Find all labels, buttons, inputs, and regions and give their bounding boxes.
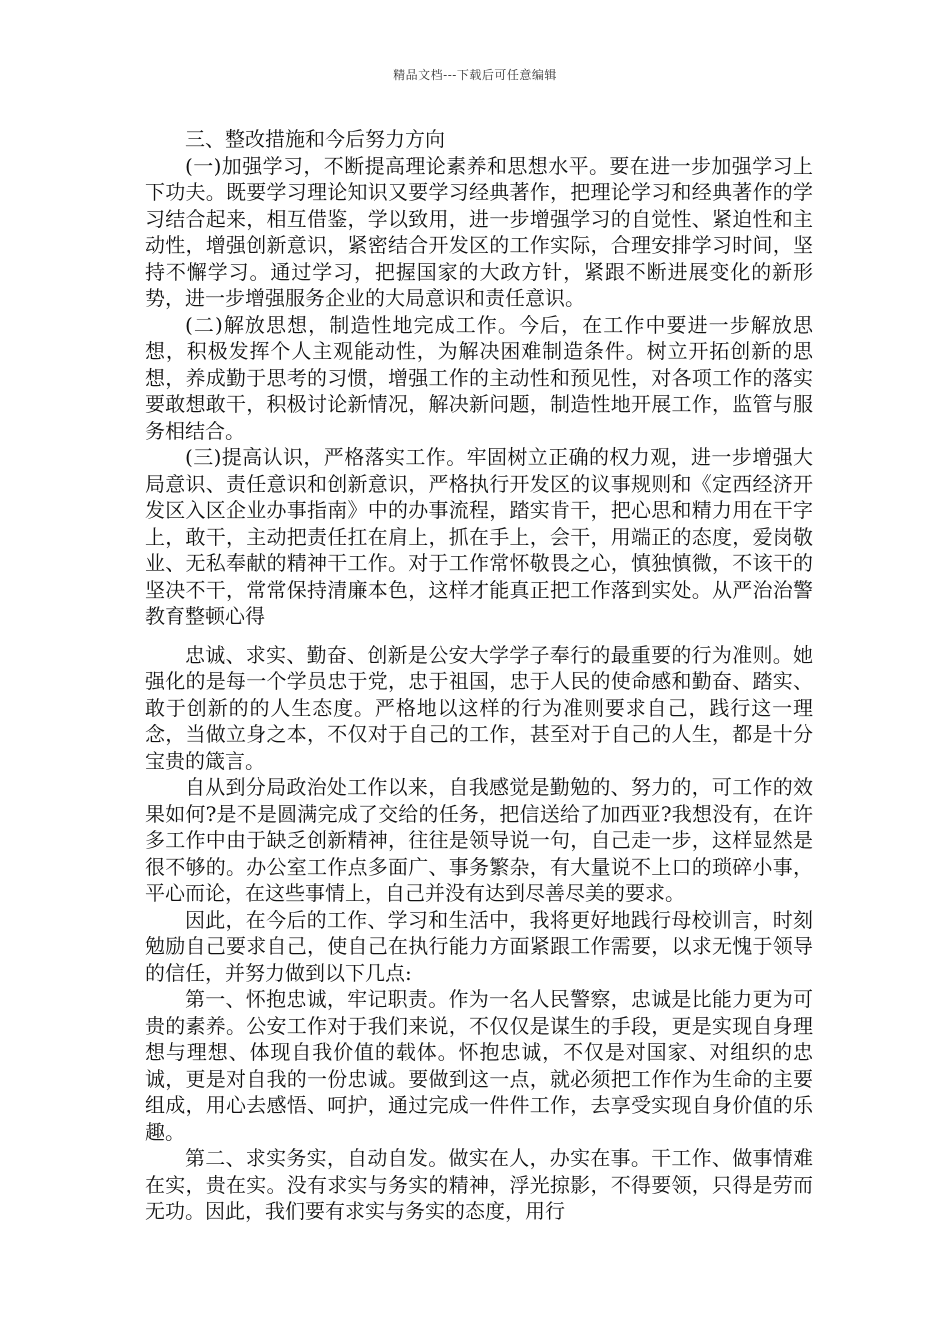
paragraph-raise-awareness: (三)提高认识，严格落实工作。牢固树立正确的权力观，进一步增强大局意识、责任意识和创新意识，严格执行开发区的议事规则和《定西经济开发区入区企业办事指南》中的办事流程，踏实肯干，把心思和精力用在干字上，敢干，主动把责任扛在肩上，抓在手上，会干，用端正的态度，爱岗敬业、无私奉献的精神干工作。对于工作常怀敬畏之心，慎独慎微，不该干的坚决不干，常常保持清廉本色，这样才能真正把工作落到实处。从严治治警教育整顿心得 [145,445,813,628]
section-heading: 三、整改措施和今后努力方向 [185,127,445,151]
document-body [145,126,813,1225]
paragraph-liberate-thinking: (二)解放思想，制造性地完成工作。今后，在工作中要进一步解放思想，积极发挥个人主观能动性，为解决困难制造条件。树立开拓创新的思想，养成勤于思考的习惯，增强工作的主动性和预见性，对各项工作的落实要敢想敢干，积极讨论新情况，解决新问题，制造性地开展工作，监管与服务相结合。 [145,312,813,443]
paragraph-point-one: 第一、怀抱忠诚，牢记职责。作为一名人民警察，忠诚是比能力更为可贵的素养。公安工作对于我们来说，不仅仅是谋生的手段，更是实现自身理想与理想、体现自我价值的载体。怀抱忠诚，不仅是对国家、对组织的忠诚，更是对自我的一份忠诚。要做到这一点，就必须把工作作为生命的主要组成，用心去感悟、呵护，通过完成一件件工作，去享受实现自身价值的乐趣。 [145,987,813,1144]
paragraph-self-reflection: 自从到分局政治处工作以来，自我感觉是勤勉的、努力的，可工作的效果如何?是不是圆满完成了交给的任务，把信送给了加西亚?我想没有，在许多工作中由于缺乏创新精神，往往是领导说一句，自己走一步，这样显然是很不够的。办公室工作点多面广、事务繁杂，有大量说不上口的琐碎小事，平心而论，在这些事情上，自己并没有达到尽善尽美的要求。 [145,775,813,905]
paragraph-point-two: 第二、求实务实，自动自发。做实在人，办实在事。干工作、做事情难在实，贵在实。没有求实与务实的精神，浮光掠影，不得要领，只得是劳而无功。因此，我们要有求实与务实的态度，用行 [145,1146,813,1223]
paragraph-therefore: 因此，在今后的工作、学习和生活中，我将更好地践行母校训言，时刻勉励自己要求自己，使自己在执行能力方面紧跟工作需要，以求无愧于领导的信任，并努力做到以下几点: [145,907,813,985]
paragraph-loyalty-motto: 忠诚、求实、勤奋、创新是公安大学学子奉行的最重要的行为准则。她强化的是每一个学员忠于党，忠于祖国，忠于人民的使命感和勤奋、踏实、敢于创新的的人生态度。严格地以这样的行为准则要求自己，践行这一理念，当做立身之本，不仅对于自己的工作，甚至对于自己的人生，都是十分宝贵的箴言。 [145,642,813,773]
paragraph-study: (一)加强学习，不断提高理论素养和思想水平。要在进一步加强学习上下功夫。既要学习理论知识又要学习经典著作，把理论学习和经典著作的学习结合起来，相互借鉴，学以致用，进一步增强学习的自觉性、紧迫性和主动性，增强创新意识，紧密结合开发区的工作实际，合理安排学习时间，坚持不懈学习。通过学习，把握国家的大政方针，紧跟不断进展变化的新形势，进一步增强服务企业的大局意识和责任意识。 [145,153,813,310]
page-header: 精品文档---下载后可任意编辑 [393,68,557,82]
